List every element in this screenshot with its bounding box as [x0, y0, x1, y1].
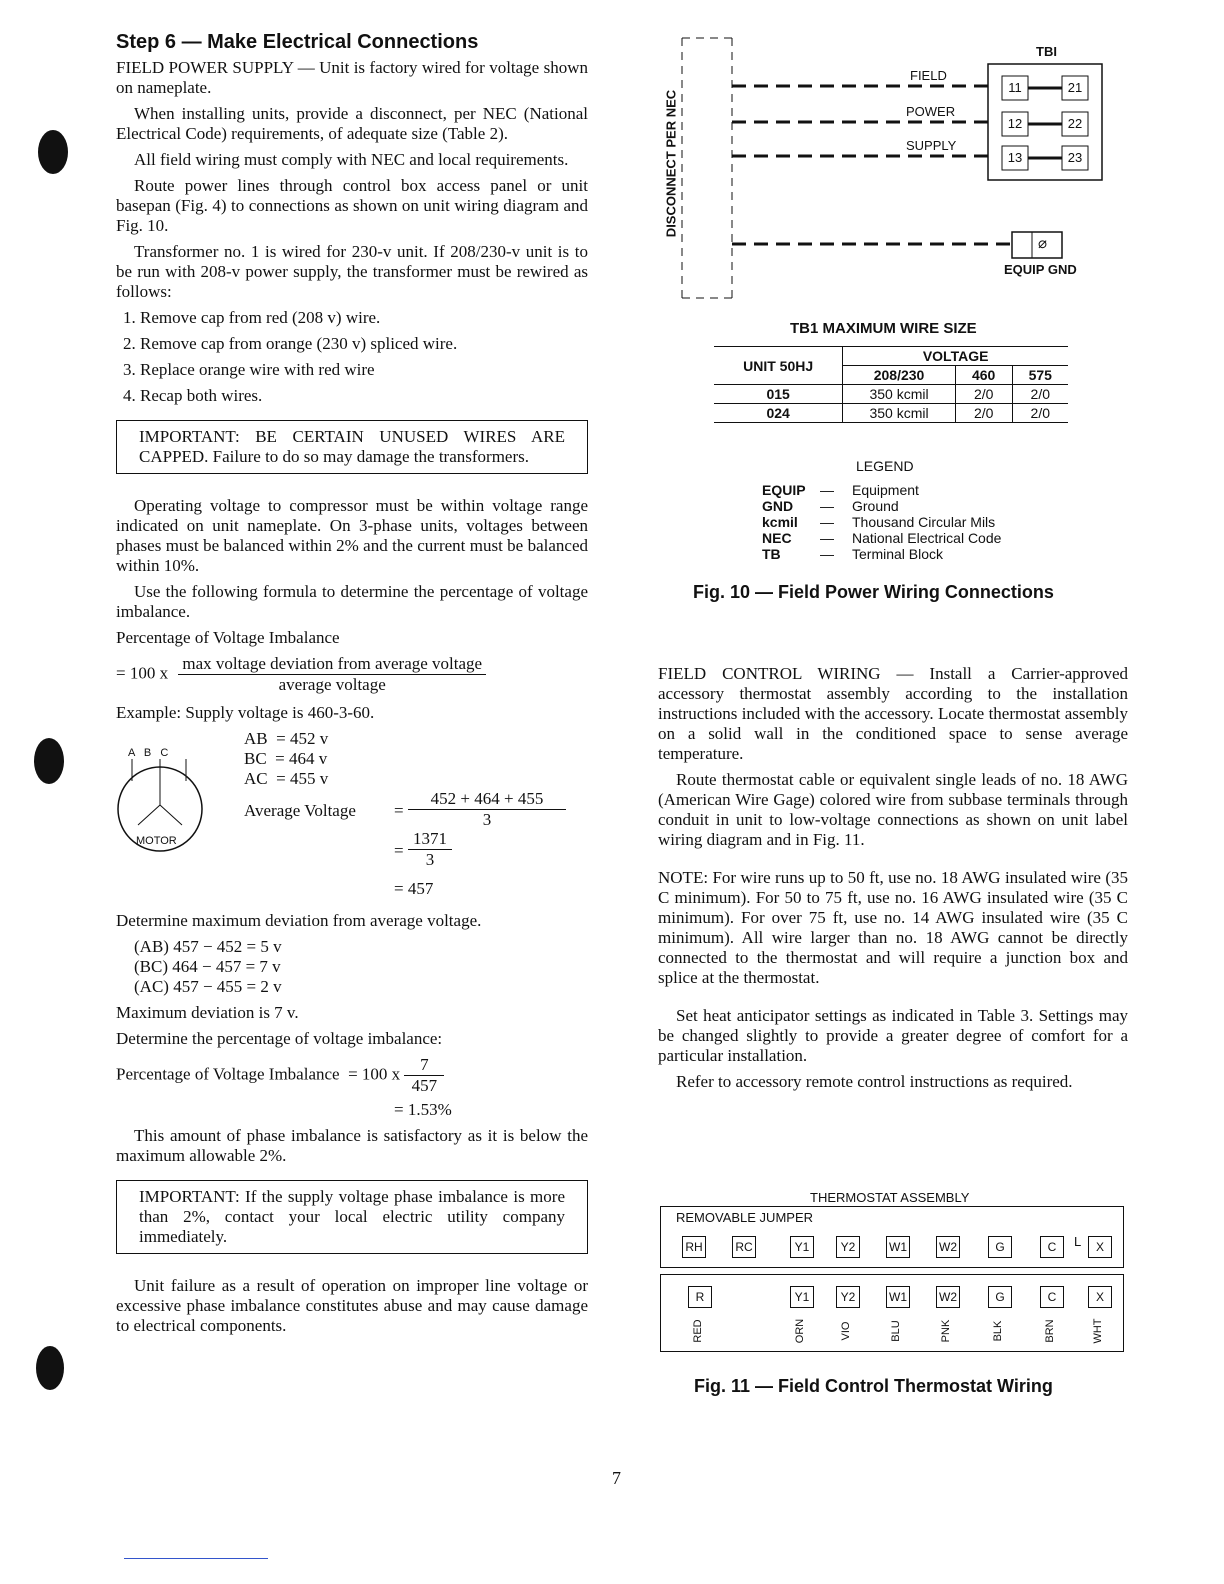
figure-caption: Fig. 11 — Field Control Thermostat Wiring [694, 1376, 1053, 1396]
paragraph: This amount of phase imbalance is satisfactory as it is below the maximum allowable 2%. [116, 1126, 588, 1165]
subbase-terminal-w2: W2 [936, 1286, 960, 1308]
thermostat-terminal-y1: Y1 [790, 1236, 814, 1258]
table-cell: 015 [714, 385, 843, 404]
legend-desc: National Electrical Code [852, 530, 1002, 546]
paragraph: Set heat anticipator settings as indicated in Table 3. Settings may be changed slightly to provide a greater degree of comfort for a particular installation. [658, 1006, 1128, 1065]
wire-color-label: ORN [794, 1318, 806, 1344]
paragraph: Route power lines through control box access panel or unit basepan (Fig. 4) to connections as shown on unit wiring diagram and Fig. 10. [116, 176, 588, 235]
right-column [658, 664, 1128, 1098]
percentage-formula [116, 1055, 588, 1096]
page-number: 7 [612, 1468, 621, 1488]
list-item: 1. Remove cap from red (208 v) wire. [140, 308, 588, 328]
terminal-13: 13 [1007, 150, 1023, 165]
table-cell: 2/0 [1012, 404, 1068, 423]
legend-desc: Thousand Circular Mils [852, 514, 996, 530]
wire-color-label: WHT [1092, 1318, 1104, 1344]
paragraph: FIELD CONTROL WIRING — Install a Carrier-approved accessory thermostat assembly according to the installation instructions included with the accessory. Locate thermostat assembly on a solid wall in the conditioned space to sense average temperature. [658, 664, 1128, 763]
wire-size-table-title: TB1 MAXIMUM WIRE SIZE [790, 320, 977, 337]
legend-abbr: TB [762, 546, 781, 562]
percentage-label: Percentage of Voltage Imbalance = 100 x [116, 1064, 401, 1084]
ac-value: AC = 455 v [244, 769, 329, 788]
thermostat-terminal-y2: Y2 [836, 1236, 860, 1258]
terminal-11: 11 [1008, 80, 1022, 95]
wire-color-label: RED [692, 1319, 704, 1343]
legend-abbr: GND [762, 498, 794, 514]
voltage-example [116, 729, 588, 911]
paragraph: Transformer no. 1 is wired for 230-v unit. If 208/230-v unit is to be run with 208-v power supply, the transformer must be rewired as follows: [116, 242, 588, 301]
figure-caption: Fig. 10 — Field Power Wiring Connections [693, 582, 1054, 602]
average-fraction [408, 789, 566, 830]
paragraph: All field wiring must comply with NEC and local requirements. [134, 150, 569, 169]
wire-color-label: BRN [1044, 1319, 1056, 1343]
footer-rule [124, 1558, 268, 1559]
list-item: 4. Recap both wires. [140, 386, 588, 406]
deviation-bc: (BC) 464 − 457 = 7 v [134, 957, 281, 976]
table-cell: 350 kcmil [843, 404, 956, 423]
legend-desc: Equipment [852, 482, 919, 498]
thermostat-terminal-rc: RC [732, 1236, 756, 1258]
average-numerator: 452 + 464 + 455 [408, 789, 566, 810]
paragraph: Route thermostat cable or equivalent single leads of no. 18 AWG (American Wire Gage) colored wire from subbase terminals through conduit in unit to low-voltage connections as shown on unit label wiring diagram and in Fig. 11. [658, 770, 1128, 849]
equip-gnd-label: EQUIP GND [1004, 262, 1077, 277]
formula-denominator: average voltage [278, 675, 386, 694]
wire-color-label: PNK [940, 1319, 952, 1343]
average-voltage-label: Average Voltage [244, 801, 356, 820]
legend-desc: Terminal Block [852, 546, 944, 562]
sum-fraction [408, 829, 452, 870]
table-cell: 2/0 [955, 385, 1012, 404]
subbase-terminal-g: G [988, 1286, 1012, 1308]
legend-abbr: EQUIP [762, 482, 806, 498]
subbase-terminal-r: R [688, 1286, 712, 1308]
thermostat-diagram [660, 1206, 1126, 1352]
thermostat-assembly-title: THERMOSTAT ASSEMBLY [810, 1190, 970, 1205]
thermostat-terminal-w1: W1 [886, 1236, 910, 1258]
table-header: 460 [955, 366, 1012, 385]
paragraph: Use the following formula to determine the percentage of voltage imbalance. [116, 582, 588, 621]
power-label: POWER [906, 104, 956, 119]
subbase-terminal-w1: W1 [886, 1286, 910, 1308]
binder-hole-mark [34, 738, 64, 784]
ab-value: AB = 452 v [244, 729, 329, 748]
equals-sign: = [394, 801, 404, 820]
terminal-23: 23 [1067, 150, 1083, 165]
percentage-numerator: 7 [404, 1055, 444, 1076]
formula-fraction [178, 654, 486, 695]
imbalance-formula [116, 654, 588, 695]
legend: EQUIP — Equipment GND — Ground kcmil — Thousand Circular Mils NEC — National Electrical Code TB — Terminal Block [762, 482, 1002, 562]
paragraph: Operating voltage to compressor must be within voltage range indicated on unit nameplate. On 3-phase units, voltages between phases must be balanced within 2% and the current must be balanced within 10%. [116, 496, 588, 575]
rewire-steps [116, 308, 588, 406]
subbase-terminal-y1: Y1 [790, 1286, 814, 1308]
binder-hole-mark [36, 1346, 64, 1390]
percentage-denominator: 457 [411, 1076, 438, 1095]
list-item: 3. Replace orange wire with red wire [140, 360, 588, 380]
ground-symbol: ⌀ [1038, 235, 1048, 252]
field-label: FIELD [910, 68, 947, 83]
paragraph: Example: Supply voltage is 460-3-60. [116, 703, 375, 722]
important-notice: IMPORTANT: If the supply voltage phase imbalance is more than 2%, contact your local electric utility company immediately. [116, 1180, 588, 1254]
paragraph: Determine the percentage of voltage imbalance: [116, 1029, 443, 1048]
table-row [714, 385, 1068, 404]
table-header: 208/230 [843, 366, 956, 385]
motor-terminal-letters: A B C [128, 747, 169, 759]
paragraph: Percentage of Voltage Imbalance [116, 628, 340, 647]
left-column [116, 32, 588, 1342]
paragraph: Unit failure as a result of operation on improper line voltage or excessive phase imbalance constitutes abuse and may cause damage to electrical components. [116, 1276, 588, 1335]
bc-value: BC = 464 v [244, 749, 328, 768]
table-header: 575 [1012, 366, 1068, 385]
wire-size-table [714, 346, 1068, 423]
percentage-result: = 1.53% [394, 1100, 452, 1119]
sum-numerator: 1371 [408, 829, 452, 850]
paragraph: FIELD POWER SUPPLY — Unit is factory wired for voltage shown on nameplate. [116, 58, 588, 97]
table-cell: 024 [714, 404, 843, 423]
table-cell: 2/0 [1012, 385, 1068, 404]
legend-abbr: NEC [762, 530, 792, 546]
paragraph: Maximum deviation is 7 v. [116, 1003, 299, 1022]
table-header: UNIT 50HJ [714, 347, 843, 385]
deviation-ab: (AB) 457 − 452 = 5 v [134, 937, 282, 956]
disconnect-label: DISCONNECT PER NEC [663, 89, 679, 238]
formula-numerator: max voltage deviation from average voltage [178, 654, 486, 675]
paragraph: Determine maximum deviation from average voltage. [116, 911, 482, 930]
legend-desc: Ground [852, 498, 899, 514]
table-cell: 350 kcmil [843, 385, 956, 404]
l-label: L [1074, 1234, 1082, 1249]
terminal-22: 22 [1067, 116, 1083, 131]
section-heading: Step 6 — Make Electrical Connections [116, 31, 479, 53]
subbase-terminal-x: X [1088, 1286, 1112, 1308]
thermostat-terminal-w2: W2 [936, 1236, 960, 1258]
formula-prefix: = 100 x [116, 663, 169, 683]
motor-label: MOTOR [136, 835, 177, 847]
removable-jumper-label: REMOVABLE JUMPER [676, 1210, 814, 1225]
average-denominator: 3 [482, 810, 492, 829]
thermostat-terminal-g: G [988, 1236, 1012, 1258]
legend-title: LEGEND [856, 458, 914, 474]
table-header: VOLTAGE [843, 347, 1068, 366]
thermostat-terminal-x: X [1088, 1236, 1112, 1258]
binder-hole-mark [38, 130, 68, 174]
important-notice: IMPORTANT: BE CERTAIN UNUSED WIRES ARE CAPPED. Failure to do so may damage the transformers. [116, 420, 588, 474]
supply-label: SUPPLY [906, 138, 957, 153]
sum-denominator: 3 [425, 850, 435, 869]
paragraph: When installing units, provide a disconnect, per NEC (National Electrical Code) requirements, of adequate size (Table 2). [116, 104, 588, 143]
wire-color-label: VIO [840, 1321, 852, 1341]
deviation-ac: (AC) 457 − 455 = 2 v [134, 977, 282, 996]
equals-sign: = [394, 841, 404, 860]
wire-color-label: BLK [992, 1320, 1004, 1342]
terminal-block-label: TBI [1036, 44, 1057, 59]
table-cell: 2/0 [955, 404, 1012, 423]
terminal-12: 12 [1007, 116, 1023, 131]
thermostat-terminal-rh: RH [682, 1236, 706, 1258]
table-row [714, 404, 1068, 423]
legend-abbr: kcmil [762, 514, 798, 530]
note-paragraph: NOTE: For wire runs up to 50 ft, use no. 18 AWG insulated wire (35 C minimum). For 50 to 75 ft, use no. 16 AWG insulated wire (35 C minimum). For over 75 ft, use no. 14 AWG insulated wire (35 C minimum). All wire larger than no. 18 AWG cannot be directly connected to the thermostat and will require a junction box and splice at the thermostat. [658, 868, 1128, 987]
terminal-21: 21 [1067, 80, 1083, 95]
average-result: = 457 [394, 879, 434, 898]
subbase-terminal-y2: Y2 [836, 1286, 860, 1308]
subbase-terminal-c: C [1040, 1286, 1064, 1308]
wire-color-label: BLU [890, 1320, 902, 1342]
paragraph: Refer to accessory remote control instructions as required. [676, 1072, 1073, 1091]
list-item: 2. Remove cap from orange (230 v) spliced wire. [140, 334, 588, 354]
thermostat-terminal-c: C [1040, 1236, 1064, 1258]
percentage-fraction [404, 1055, 444, 1096]
